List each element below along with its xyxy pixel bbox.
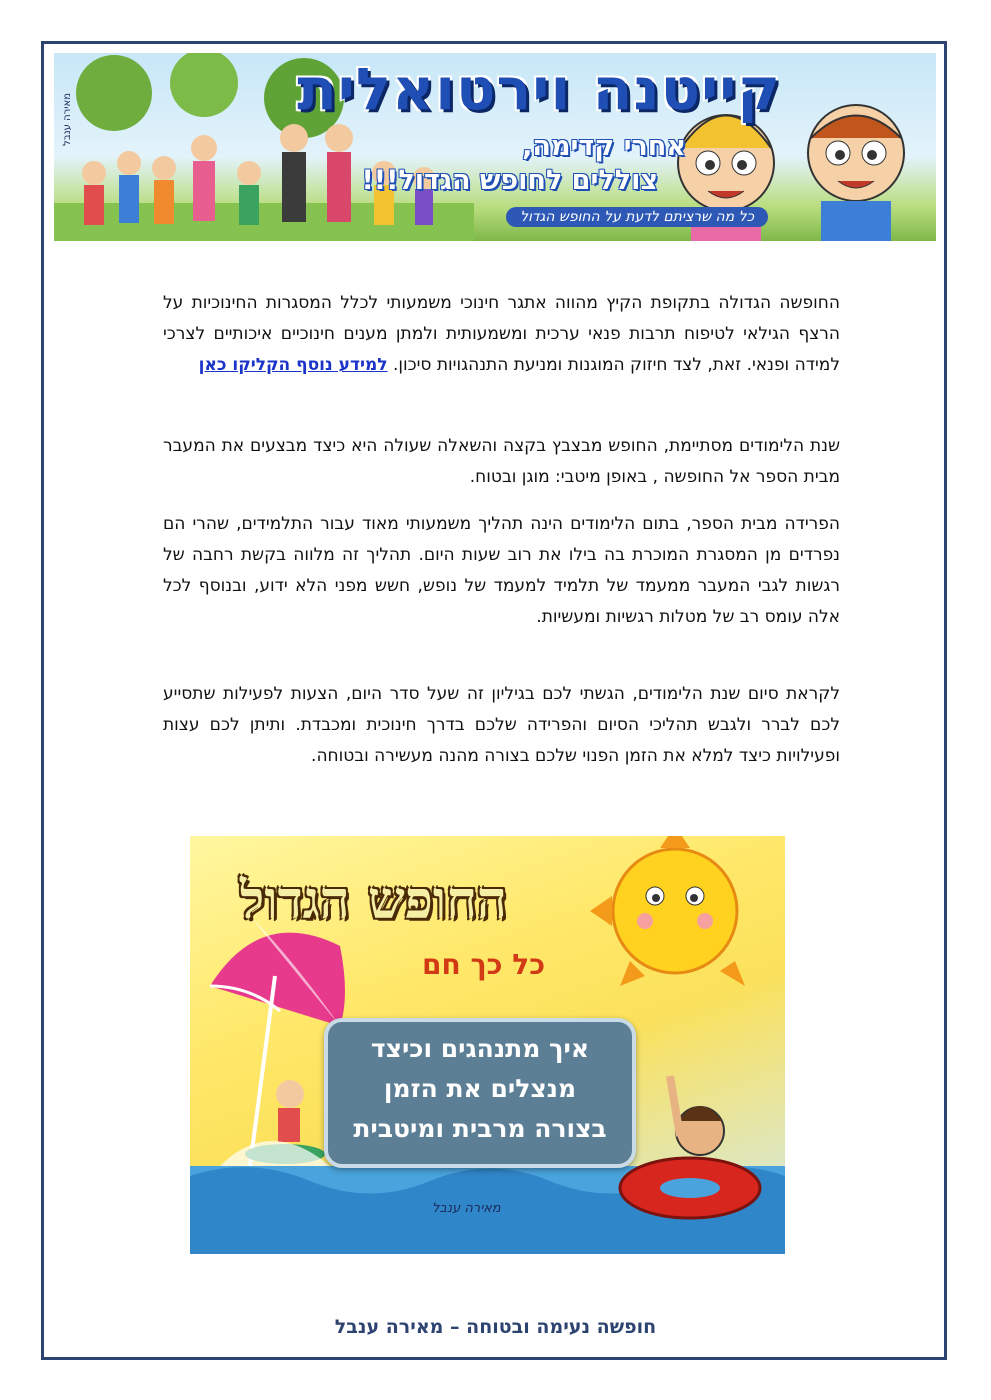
- header-banner: [54, 53, 936, 241]
- banner-subtitle-line1: אחרי קדימה,: [522, 131, 686, 162]
- float-ring-boy-icon: [620, 1076, 760, 1218]
- banner-subtitle-line2: צוללים לחופש הגדול!!!: [361, 165, 658, 196]
- banner-ribbon: כל מה שרציתם לדעת על החופש הגדול: [506, 207, 768, 227]
- poster-box-line1: איך מתנהגים וכיצד: [370, 1034, 590, 1063]
- poster-subtitle: כל כך חם: [422, 948, 546, 981]
- poster-title: החופש הגדול: [240, 870, 507, 931]
- summer-poster: [190, 836, 785, 1254]
- paragraph-intro-text: החופשה הגדולה בתקופת הקיץ מהווה אתגר חינוכי משמעותי לכלל המסגרות החינוכיות על הרצף הגילאי לטיפוח תרבות פנאי ערכית ומשמעותית ולמתן מענים חינוכיים איכותיים לצרכי למידה ופנאי. זאת, לצד חיזוק המוגנות ומניעת התנהגויות סיכון.: [163, 293, 840, 375]
- paragraph-activities: לקראת סיום שנת הלימודים, הגשתי לכם בגיליון זה שעל סדר היום, הצעות לפעילות שתסייע לכם לברר ולגבש תהליכי הסיום והפרידה שלכם בדרך חינוכית ומכבדת. ותיתן לכם עצות ופעילויות כיצד למלא את הזמן הפנוי שלכם בצורה מהנה מעשירה ובטוחה.: [163, 684, 840, 766]
- poster-box-line3: בצורה מרבית ומיטבית: [353, 1114, 607, 1143]
- poster-signature: מאירה ענבל: [432, 1201, 501, 1216]
- poster-box-line2: מנצלים את הזמן: [383, 1074, 577, 1103]
- banner-credit: מאירה ענבל: [62, 93, 73, 146]
- more-info-link[interactable]: למידע נוסף הקליקו כאן: [198, 355, 388, 375]
- paragraph-intro: [163, 288, 840, 381]
- paragraph-separation: הפרידה מבית הספר, בתום הלימודים הינה תהליך משמעותי מאוד עבור התלמידים, שהרי הם נפרדים מן המסגרת המוכרת בה בילו את רוב שעות היום. תהליך זה מלווה בקשת רחבה של רגשות לגבי המעבר ממעמד של תלמיד למעמד של נופש, חשש מפני הלא ידוע, ובנוסף לכל אלה עומס רב של מטלות רגשיות ומעשיות.: [163, 514, 840, 627]
- poster-message-box: [324, 1018, 636, 1168]
- sun-icon: [590, 836, 745, 986]
- paragraph-end-of-year: שנת הלימודים מסתיימת, החופש מבצבץ בקצה והשאלה שעולה היא כיצד מבצעים את המעבר מבית הספר אל החופשה , באופן מיטבי: מוגן ובטוח.: [163, 436, 840, 487]
- surfer-boy-icon: [220, 1080, 330, 1166]
- footer-text: חופשה נעימה ובטוחה – מאירה ענבל: [334, 1316, 657, 1338]
- banner-title: קייטנה וירטואלית: [297, 55, 781, 123]
